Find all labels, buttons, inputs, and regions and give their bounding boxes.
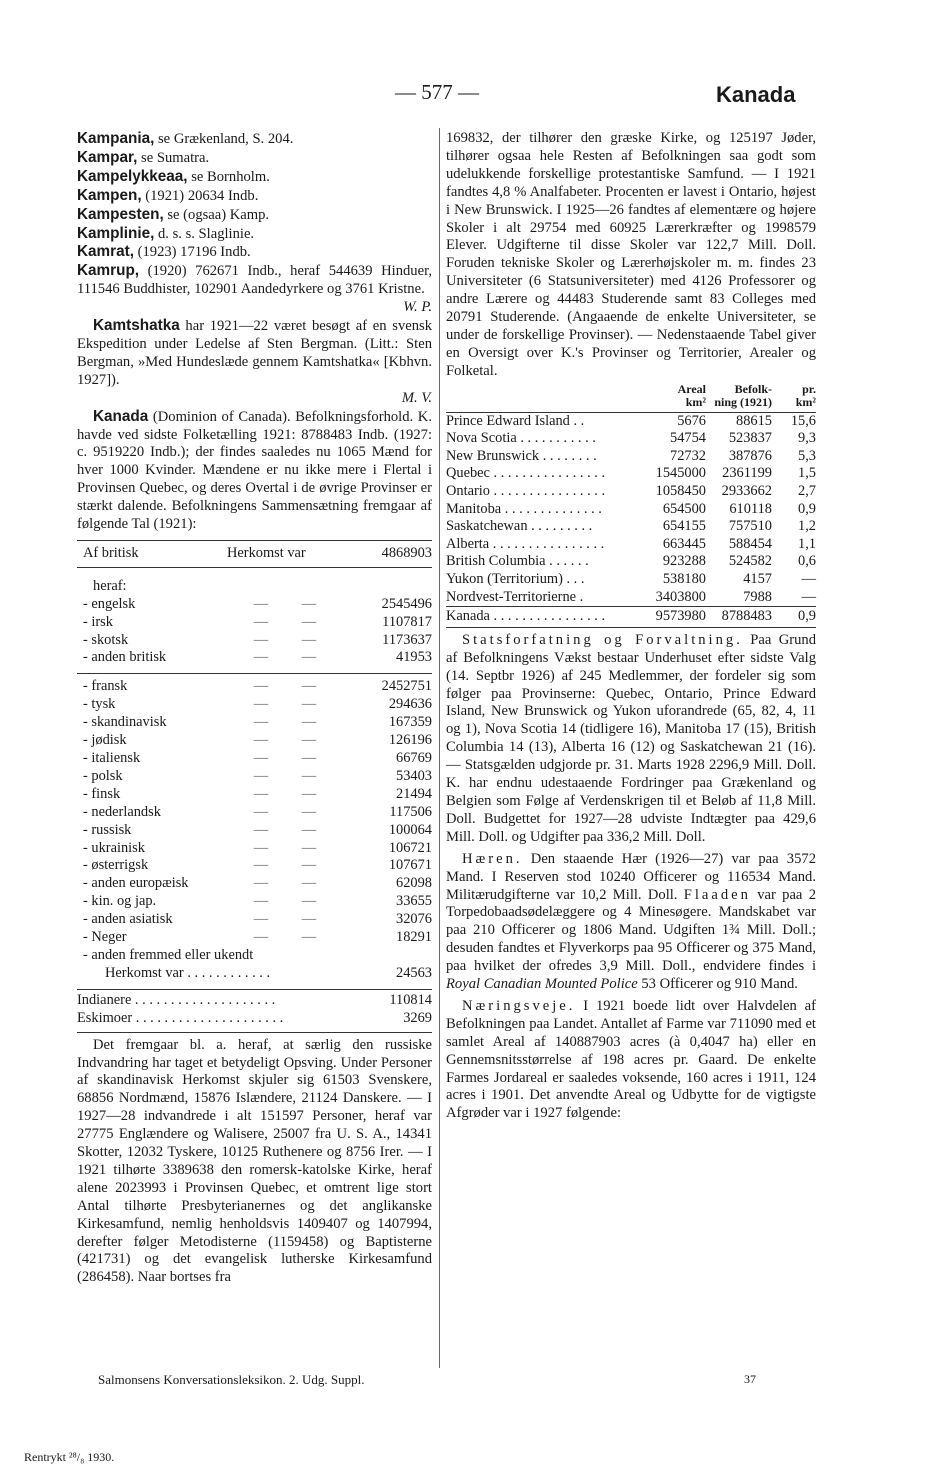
- headword: Kampar,: [77, 148, 138, 166]
- dash: —: [253, 893, 269, 910]
- entry-kampesten: [77, 206, 432, 225]
- province-pop: 387876: [728, 447, 772, 464]
- dash: —: [301, 767, 317, 784]
- origin-label: - russisk: [83, 821, 132, 838]
- table-row: [77, 947, 432, 965]
- paragraph-religion-education: 169832, der tilhører den græske Kirke, og 125197 Jøder, tilhører ogsaa hele Resten af Befolkningen saa godt som udelukkende forskellige protestantiske Samfund. — I 1921 fandtes 4,8 % Analfabeter. Procenten er lavest i Ontario, højest i New Brunswick. I 1925—26 fandtes af elementære og højere Skoler i alt 29754 med 60925 Lærerkræfter og 1998579 Elever. Udgifterne til disse Skoler var 122,7 Mill. Doll. Foruden tekniske Skoler og Lærerhøjskoler m. m. findes 23 Universiteter (6 Statsuniversiteter) med 4126 Professorer og andre Lærere og 44483 Studerende samt 83 Colleges med 20791 Studerende. (Angaaende de enkelte Universiteter, se under de forskellige Provinser). — Nedenstaaende Tabel giver en Oversigt over K.'s Provinser og Territorier, Arealer og Folketal.: [446, 130, 816, 379]
- table-row: [446, 518, 816, 536]
- province-areal: 3403800: [655, 588, 706, 605]
- entry-kanada: [77, 408, 432, 534]
- entry-kamplinie: [77, 225, 432, 244]
- origin-value: 1107817: [382, 613, 432, 630]
- province-areal: 1058450: [655, 483, 706, 500]
- province-areal: 1545000: [655, 465, 706, 482]
- table-cell: 4868903: [381, 544, 432, 561]
- entry-text: se Grækenland, S. 204.: [154, 131, 294, 147]
- dash: —: [253, 911, 269, 928]
- dash: —: [301, 821, 317, 838]
- dash: —: [253, 803, 269, 820]
- table-divider: [77, 1032, 432, 1033]
- entry-text: se (ogsaa) Kamp.: [163, 206, 270, 223]
- entry-kamrup: [77, 262, 432, 299]
- origin-value: 62098: [396, 875, 432, 892]
- section-italic: Royal Canadian Mounted Police: [446, 976, 638, 993]
- table-header-unit: km²: [685, 394, 706, 409]
- origin-value: 18291: [396, 929, 432, 946]
- dash: —: [253, 929, 269, 946]
- british-rows: [77, 596, 432, 668]
- table-cell: 0,9: [798, 608, 816, 625]
- entry-text: har 1921—22 været besøgt af en svensk Ekspedition under Ledelse af Sten Bergman. (Litt.: Sten Bergman, »Med Hundeslæde gennem Kamtshatka« [Kbhvn. 1927]).: [77, 318, 432, 388]
- dash: —: [253, 649, 269, 666]
- table-divider: [77, 673, 432, 674]
- dash: —: [253, 839, 269, 856]
- entry-kampen: [77, 187, 432, 206]
- table-row: [77, 614, 432, 632]
- province-name: Ontario . . . . . . . . . . . . . . . .: [446, 483, 606, 500]
- table-row: [446, 465, 816, 483]
- dash: —: [301, 631, 317, 648]
- origin-label: - engelsk: [83, 595, 136, 612]
- paragraph-naeringsveje: [446, 998, 816, 1123]
- table-header-pr: pr.: [802, 381, 816, 396]
- origin-value: 107671: [388, 857, 432, 874]
- entry-kamrat: [77, 243, 432, 262]
- province-pop: 524582: [728, 553, 772, 570]
- province-density: 2,7: [798, 483, 816, 500]
- table-cell: - anden fremmed eller ukendt: [83, 946, 254, 963]
- dash: —: [253, 750, 269, 766]
- table-cell: Af britisk: [83, 544, 139, 561]
- entry-kampelykkeaa: [77, 168, 432, 187]
- native-label: Eskimoer . . . . . . . . . . . . . . . . . . . . .: [77, 1009, 284, 1026]
- dash: —: [253, 595, 269, 612]
- table-row: [77, 596, 432, 614]
- origin-value: 2545496: [381, 595, 432, 612]
- province-pop: 610118: [729, 500, 772, 517]
- table-cell: Herkomst var . . . . . . . . . . . .: [105, 964, 271, 981]
- entry-text: d. s. s. Slaglinie.: [154, 225, 255, 242]
- paragraph-immigration: Det fremgaar bl. a. heraf, at særlig den russiske Indvandring har taget et betydeligt Opsving. Under Personer af skandinavisk Herkomst skjuler sig 61503 Svenskere, 68856 Nordmænd, 15876 Islændere, 21124 Danskere. — I 1927—28 indvandrede i alt 151597 Personer, heraf var 27775 Englændere og Walisere, 25007 fra U. S. A., 14341 Skotter, 12032 Tyskere, 10125 Ruthenere og 8756 Irer. — I 1921 tilhørte 3389638 den romersk-katolske Kirke, heraf alene 2023993 i Provinsen Quebec, et omtrent lige stort Antal tilhørte Presbyterianernes og det anglikanske Kirkesamfund, nemlig henholdsvis 1409407 og 1407994, derefter følger Metodisterne (1159458) og Baptisterne (421731) og det evangelisk lutherske Kirkesamfund (286458). Naar bortses fra: [77, 1036, 432, 1286]
- origin-label: - irsk: [83, 613, 113, 630]
- province-density: 1,2: [798, 518, 816, 535]
- province-density: 5,3: [798, 447, 816, 464]
- table-header: [446, 396, 642, 413]
- dash: —: [301, 678, 317, 695]
- native-value: 110814: [389, 991, 432, 1008]
- table-header-row: [446, 396, 816, 413]
- table-cell: 9573980: [655, 608, 706, 625]
- table-row: [77, 992, 432, 1010]
- province-density: 0,6: [798, 553, 816, 570]
- table-total-row: [446, 607, 816, 628]
- entry-kamtshatka: [77, 317, 432, 390]
- native-rows: [77, 992, 432, 1028]
- headword: Kampelykkeaa,: [77, 167, 188, 185]
- section-text: 53 Officerer og 910 Mand.: [637, 976, 798, 993]
- table-row: [77, 750, 432, 768]
- province-table: [446, 383, 816, 628]
- province-name: Prince Edward Island . .: [446, 412, 585, 429]
- table-row: [446, 571, 816, 589]
- table-row: [77, 840, 432, 858]
- origin-table-british: [77, 596, 432, 668]
- province-density: —: [801, 571, 816, 588]
- dash: —: [301, 911, 317, 928]
- section-lead: Statsforfatning og Forvaltning.: [462, 631, 743, 648]
- reprint-note: Rentrykt ²⁸/₈ 1930.: [24, 1450, 115, 1464]
- dash: —: [253, 696, 269, 713]
- origin-table-native: [77, 992, 432, 1028]
- dash: —: [253, 857, 269, 874]
- table-cell: Herkomst var: [227, 544, 306, 561]
- running-head: Kanada: [716, 82, 796, 107]
- origin-label: - jødisk: [83, 732, 127, 749]
- paragraph-haeren: [446, 851, 816, 994]
- province-areal: 72732: [670, 447, 706, 464]
- headword: Kampania,: [77, 130, 155, 147]
- table-row: [77, 714, 432, 732]
- native-label: Indianere . . . . . . . . . . . . . . . . . . . .: [77, 991, 276, 1008]
- dash: —: [253, 631, 269, 648]
- table-divider: [77, 989, 432, 990]
- origin-value: 53403: [396, 767, 432, 784]
- origin-label: - skandinavisk: [83, 714, 167, 731]
- native-value: 3269: [403, 1009, 432, 1026]
- dash: —: [301, 893, 317, 910]
- dash: —: [253, 821, 269, 838]
- dash: —: [253, 785, 269, 802]
- table-row: [446, 430, 816, 448]
- dash: —: [301, 875, 317, 892]
- sheet-number: 37: [744, 1372, 756, 1386]
- origin-label: - anden britisk: [83, 649, 167, 666]
- table-cell: heraf:: [93, 577, 127, 594]
- table-row: [77, 567, 432, 595]
- section-text: Paa Grund af Befolkningens Vækst bestaar Underhuset efter sidste Valg (14. Septbr 1926) af 245 Medlemmer, der fordeler sig som følger paa Provinserne: Quebec, Ontario, Prince Edward Island, New Brunswick og Yukon uforandrede (65, 82, 4, 11 og 1), Nova Scotia 14 (tidligere 16), Manitoba 17 (15), British Columbia 14 (13), Alberta 16 (12) og Saskatchewan 21 (16). — Statsgælden udgjorde pr. 31. Marts 1928 2296,9 Mill. Doll. K. har endnu udestaaende Fordringer paa Grækenland og Belgien som Følge af Verdenskrigen til et Beløb af 11,8 Mill. Doll. Budgettet for 1927—28 udviste Indtægter paa 429,6 Mill. Doll. og Udgifter paa 336,2 Mill. Doll.: [446, 631, 816, 845]
- table-row: [446, 448, 816, 466]
- province-areal: 654155: [662, 518, 706, 535]
- table-row: [77, 678, 432, 696]
- table-header-unit: ning (1921): [714, 394, 772, 409]
- dash: —: [253, 678, 269, 695]
- headword: Kanada: [93, 407, 149, 425]
- table-row: [77, 822, 432, 840]
- origin-table-other: [77, 678, 432, 982]
- province-pop: 4157: [743, 571, 772, 588]
- origin-value: 41953: [396, 649, 432, 666]
- section-lead: Flaaden: [683, 886, 751, 903]
- footer-source: Salmonsens Konversationsleksikon. 2. Udg. Suppl.: [98, 1372, 365, 1387]
- province-areal: 54754: [670, 430, 706, 447]
- dash: —: [301, 750, 317, 766]
- table-header-areal: Areal: [677, 381, 706, 396]
- paragraph-statsforfatning: [446, 632, 816, 847]
- dash: —: [301, 613, 317, 630]
- table-cell: Kanada . . . . . . . . . . . . . . . .: [446, 608, 606, 625]
- origin-value: 100064: [388, 821, 432, 838]
- province-pop: 757510: [728, 518, 772, 535]
- signature-mv: M. V.: [401, 389, 432, 406]
- province-areal: 5676: [677, 412, 706, 429]
- origin-value: 66769: [396, 750, 432, 766]
- page-number: — 577 —: [395, 80, 479, 104]
- headword: Kampesten,: [77, 205, 164, 223]
- table-row: [77, 649, 432, 667]
- dash: —: [301, 732, 317, 749]
- origin-table: [77, 540, 432, 596]
- section-lead: Næringsveje.: [462, 997, 576, 1014]
- province-pop: 7988: [743, 588, 772, 605]
- origin-label: - Neger: [83, 929, 127, 946]
- province-name: Nova Scotia . . . . . . . . . . .: [446, 430, 596, 447]
- table-row: [446, 536, 816, 554]
- province-name: British Columbia . . . . . .: [446, 553, 589, 570]
- dash: —: [301, 595, 317, 612]
- table-row: [77, 732, 432, 750]
- table-row: [77, 893, 432, 911]
- headword: Kamrup,: [77, 262, 140, 280]
- province-density: 1,5: [798, 465, 816, 482]
- entry-text: (1923) 17196 Indb.: [133, 244, 251, 261]
- province-name: Yukon (Territorium) . . .: [446, 571, 585, 588]
- province-pop: 88615: [736, 412, 772, 429]
- dash: —: [301, 803, 317, 820]
- table-header: [446, 383, 642, 396]
- province-name: Saskatchewan . . . . . . . . .: [446, 518, 593, 535]
- province-name: New Brunswick . . . . . . . .: [446, 447, 597, 464]
- table-row: [77, 540, 432, 567]
- origin-label: - anden asiatisk: [83, 911, 173, 928]
- province-areal: 538180: [662, 571, 706, 588]
- dash: —: [301, 929, 317, 946]
- table-row: [77, 768, 432, 786]
- origin-value: 167359: [388, 714, 432, 731]
- table-cell: 24563: [396, 964, 432, 981]
- origin-label: - østerrigsk: [83, 857, 149, 874]
- origin-label: - fransk: [83, 678, 128, 695]
- dash: —: [301, 785, 317, 802]
- entry-kampania: [77, 130, 432, 149]
- section-text: I 1921 boede lidt over Halvdelen af Befolkningen paa Landet. Antallet af Farme var 711090 med et samlet Areal af 140887903 acres (à 0,4047 ha) eller en Gennemsnitsstørrelse af 198 acres pr. Gaard. De enkelte Farmes Jordareal er saaledes voksende, 160 acres i 1911, 124 acres i 1901. Det anvendte Areal og Udbytte for de vigtigste Afgrøder var i 1927 følgende:: [446, 997, 816, 1122]
- table-row: [77, 786, 432, 804]
- table-row: [77, 1010, 432, 1028]
- province-density: 9,3: [798, 430, 816, 447]
- table-cell: 8788483: [721, 608, 772, 625]
- table-row: [77, 696, 432, 714]
- province-name: Nordvest-Territorierne .: [446, 588, 584, 605]
- province-density: 15,6: [790, 412, 816, 429]
- entry-text: (1921) 20634 Indb.: [141, 187, 259, 204]
- dash: —: [253, 613, 269, 630]
- province-density: 0,9: [798, 500, 816, 517]
- dash: —: [253, 714, 269, 731]
- origin-label: - polsk: [83, 767, 123, 784]
- signature-wp: W. P.: [403, 299, 432, 316]
- left-column: [77, 130, 432, 1287]
- origin-value: 32076: [396, 911, 432, 928]
- origin-label: - tysk: [83, 696, 116, 713]
- column-divider: [439, 128, 440, 1368]
- right-column: [446, 130, 816, 1123]
- table-row: [77, 965, 432, 983]
- headword: Kampen,: [77, 186, 142, 204]
- table-row: [77, 857, 432, 875]
- origin-label: - nederlandsk: [83, 803, 161, 820]
- origin-label: - finsk: [83, 785, 121, 802]
- table-row: [446, 483, 816, 501]
- dash: —: [301, 714, 317, 731]
- origin-value: 294636: [388, 696, 432, 713]
- table-row: [446, 553, 816, 571]
- origin-value: 1173637: [382, 631, 432, 648]
- table-row: [446, 589, 816, 607]
- table-row: [77, 804, 432, 822]
- section-text: var paa 2 Torpedobaadsødelæggere og 4 Minesøgere. Mandskabet var paa 210 Officerer og 1806 Mand. Udgiften 1¾ Mill. Doll.; desuden fandtes et Flyverkorps paa 95 Officerer og 375 Mand, paa hvilket der ofredes 3,9 Mill. Doll., endvidere findes i: [446, 886, 816, 975]
- origin-label: - ukrainisk: [83, 839, 145, 856]
- dash: —: [253, 767, 269, 784]
- province-name: Alberta . . . . . . . . . . . . . . . .: [446, 535, 605, 552]
- origin-value: 21494: [396, 785, 432, 802]
- table-header-befolk: Befolk-: [734, 381, 772, 396]
- dash: —: [301, 857, 317, 874]
- province-name: Quebec . . . . . . . . . . . . . . . .: [446, 465, 606, 482]
- province-density: —: [801, 588, 816, 605]
- section-lead: Hæren.: [462, 850, 523, 867]
- origin-label: - italiensk: [83, 750, 141, 766]
- origin-value: 106721: [388, 839, 432, 856]
- table-row: [77, 875, 432, 893]
- dash: —: [301, 839, 317, 856]
- dash: —: [253, 875, 269, 892]
- province-pop: 523837: [728, 430, 772, 447]
- other-rows: [77, 678, 432, 947]
- table-row: [77, 929, 432, 947]
- entry-text: (1920) 762671 Indb., heraf 544639 Hinduer, 111546 Buddhister, 102901 Aandedyrkere og 3761 Kristne.: [77, 263, 432, 298]
- province-areal: 663445: [662, 535, 706, 552]
- province-density: 1,1: [798, 535, 816, 552]
- table-header-row: [446, 383, 816, 396]
- entry-text: (Dominion of Canada). Befolkningsforhold. K. havde ved sidste Folketælling 1921: 8788483 Indb. (1927: c. 9519220 Indb.); der findes saaledes nu 1065 Mænd for hver 1000 Kvinder. Mændene er nu ikke mere i Flertal i Provinsen Quebec, og deres Overtal i de øvrige Provinser er stærkt dalende. Befolkningens Sammensætning fremgaar af følgende Tal (1921):: [77, 408, 432, 533]
- dash: —: [301, 649, 317, 666]
- entry-kampar: [77, 149, 432, 168]
- origin-value: 2452751: [381, 678, 432, 695]
- origin-label: - skotsk: [83, 631, 129, 648]
- dash: —: [301, 696, 317, 713]
- province-pop: 2933662: [721, 483, 772, 500]
- table-row: [77, 632, 432, 650]
- table-header-unit: km²: [795, 394, 816, 409]
- headword: Kamtshatka: [93, 317, 180, 335]
- origin-value: 117506: [389, 803, 432, 820]
- origin-label: - anden europæisk: [83, 875, 189, 892]
- origin-label: - kin. og jap.: [83, 893, 157, 910]
- origin-value: 126196: [388, 732, 432, 749]
- dash: —: [253, 732, 269, 749]
- section-text: Den staaende Hær (1926—27) var paa 3572 Mand. I Reserven stod 10240 Officerer og 116534 Mand. Militærudgifterne var 10,2 Mill. Doll.: [446, 850, 816, 903]
- headword: Kamplinie,: [77, 224, 155, 242]
- entry-text: se Bornholm.: [187, 168, 270, 185]
- province-rows: [446, 412, 816, 607]
- headword: Kamrat,: [77, 243, 134, 261]
- province-areal: 923288: [662, 553, 706, 570]
- province-areal: 654500: [662, 500, 706, 517]
- table-row: [446, 412, 816, 430]
- entry-text: se Sumatra.: [137, 149, 210, 166]
- province-name: Manitoba . . . . . . . . . . . . . .: [446, 500, 602, 517]
- province-pop: 588454: [728, 535, 772, 552]
- province-pop: 2361199: [722, 465, 772, 482]
- table-row: [446, 501, 816, 519]
- table-row: [77, 911, 432, 929]
- origin-value: 33655: [396, 893, 432, 910]
